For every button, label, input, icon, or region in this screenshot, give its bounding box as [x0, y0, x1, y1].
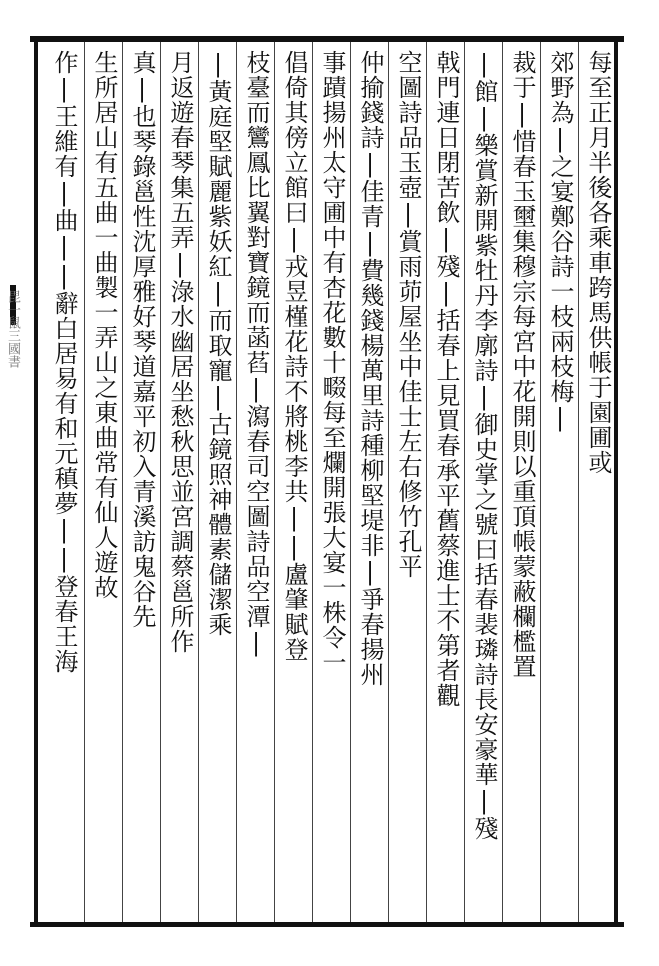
text-column-1: 每至正月半後各乘車跨馬供帳于園圃或 [584, 50, 612, 475]
text-column-11: |黃庭堅賦麗紫妖紅|而取寵|古鏡照神體素儲潔乘 [204, 50, 232, 637]
text-column-4: |館|樂賞新開紫牡丹李廓詩|御史掌之號曰括春裴璘詩長安豪華|殘 [470, 50, 498, 841]
left-border [34, 36, 38, 927]
text-column-8: 事蹟揚州太守圃中有杏花數十畷每至爛開張大宴一株令一 [318, 50, 346, 675]
text-column-3: 裁于|惜春玉壐集穆宗每宮中花開則以重頂帳蒙蔽欄檻置 [508, 50, 536, 679]
text-column-9: 倡倚其傍立館曰|戎昱槿花詩不將桃李共||盧肇賦登 [280, 50, 308, 662]
text-column-14: 生所居山有五曲一曲製一弄山之東曲常有仙人遊故 [90, 50, 118, 600]
text-column-7: 仲揄錢詩|佳青|費幾錢楊萬里詩種柳堅堤非|爭春揚州 [356, 50, 384, 687]
text-column-2: 郊野為|之宴鄭谷詩一枝兩枝梅| [546, 50, 574, 433]
bottom-border [30, 922, 624, 927]
text-column-15: 作|王維有|曲||辭白居易有和元稹夢||登春王海 [50, 50, 78, 674]
text-column-10: 枝臺而鸞鳳比翼對寶鏡而菡萏|瀉春司空圖詩品空潭| [242, 50, 270, 658]
text-column-12: 月返遊春琴集五弄|淥水幽居坐愁秋思並宮調蔡邕所作 [166, 50, 194, 654]
text-column-6: 空圖詩品玉壺|賞雨茆屋坐中佳士左右修竹孔平 [394, 50, 422, 579]
text-column-13: 真|也琴錄邕性沈厚雅好琴道嘉平初入青溪訪鬼谷先 [128, 50, 156, 629]
text-column-5: 戟門連日閉苦飲|殘|括春上見買春承平舊蔡進士不第者觀 [432, 50, 460, 708]
top-border [30, 36, 624, 42]
margin-label: 毘一鼠三國書 [5, 290, 20, 368]
